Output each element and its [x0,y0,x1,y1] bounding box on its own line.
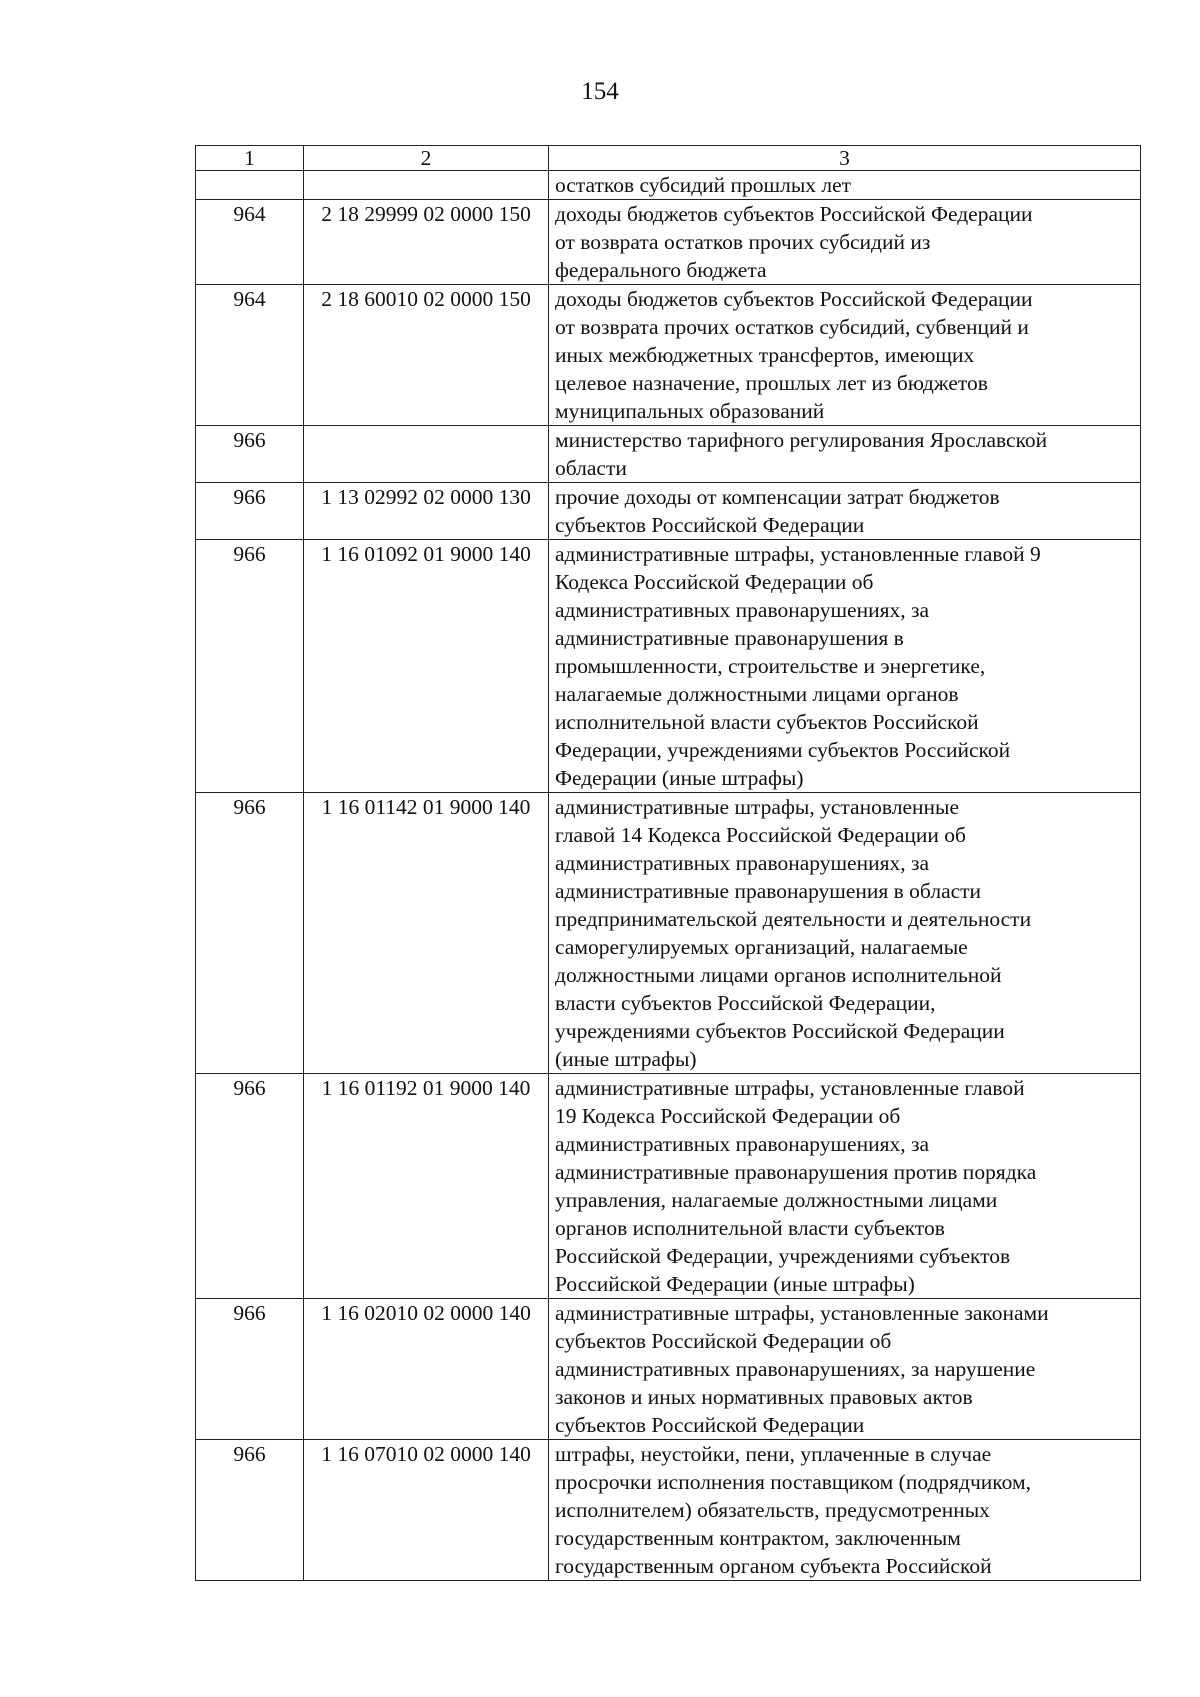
income-name-line: субъектов Российской Федерации об [555,1329,892,1353]
income-name-line: должностными лицами органов исполнительной [555,963,1002,987]
income-name-line: административные штрафы, установленные главой [555,1076,1025,1100]
income-name-line: федерального бюджета [555,258,767,282]
income-name-line: Российской Федерации (иные штрафы) [555,1272,915,1296]
income-name-cell [549,1074,1141,1299]
income-name-line: административные правонарушения в [555,626,904,650]
admin-code-cell: 964 [196,200,304,285]
income-name-line: государственным органом субъекта Российской [555,1554,992,1578]
income-name-line: саморегулируемых организаций, налагаемые [555,935,968,959]
income-name-line: исполнительной власти субъектов Российской [555,710,979,734]
income-name-line: административные штрафы, установленные [555,795,959,819]
budget-code-cell: 1 16 01142 01 9000 140 [304,793,549,1074]
income-name-line: предпринимательской деятельности и деятельности [555,907,1032,931]
income-name-line: субъектов Российской Федерации [555,513,865,537]
income-name-line: области [555,456,627,480]
income-name-line: управления, налагаемые должностными лицами [555,1188,998,1212]
income-name-line: от возврата прочих остатков субсидий, субвенций и [555,315,1029,339]
table-row [196,1074,1141,1299]
admin-code-cell [196,171,304,200]
admin-code-cell: 966 [196,1074,304,1299]
income-name-cell [549,540,1141,793]
income-name-line: законов и иных нормативных правовых актов [555,1385,973,1409]
income-name-line: целевое назначение, прошлых лет из бюджетов [555,371,988,395]
income-name-line: иных межбюджетных трансфертов, имеющих [555,343,975,367]
income-name-line: штрафы, неустойки, пени, уплаченные в случае [555,1442,992,1466]
income-name-line: главой 14 Кодекса Российской Федерации об [555,823,966,847]
budget-code-cell: 1 16 07010 02 0000 140 [304,1440,549,1581]
income-name-line: административные правонарушения против порядка [555,1160,1037,1184]
admin-code-cell: 966 [196,793,304,1074]
header-col-1: 1 [196,146,304,171]
income-name-line: налагаемые должностными лицами органов [555,682,959,706]
income-name-line: Российской Федерации, учреждениями субъектов [555,1244,1011,1268]
table-row [196,793,1141,1074]
income-name-line: субъектов Российской Федерации [555,1413,865,1437]
income-name-line: административных правонарушениях, за [555,1132,930,1156]
table-row [196,483,1141,540]
budget-code-cell: 2 18 60010 02 0000 150 [304,285,549,426]
budget-code-cell: 2 18 29999 02 0000 150 [304,200,549,285]
table-row [196,1299,1141,1440]
admin-code-cell: 966 [196,1299,304,1440]
income-name-cell [549,793,1141,1074]
income-name-line: Федерации, учреждениями субъектов Российской [555,738,1011,762]
income-name-line: (иные штрафы) [555,1047,697,1071]
income-name-line: государственным контрактом, заключенным [555,1526,961,1550]
budget-code-cell [304,426,549,483]
income-name-cell [549,426,1141,483]
income-name-line: доходы бюджетов субъектов Российской Федерации [555,287,1033,311]
income-name-line: исполнителем) обязательств, предусмотренных [555,1498,990,1522]
budget-classification-table [195,145,1141,1581]
admin-code-cell: 966 [196,483,304,540]
income-name-line: административных правонарушениях, за [555,851,930,875]
income-name-line: 19 Кодекса Российской Федерации об [555,1104,901,1128]
income-name-cell [549,171,1141,200]
table-row [196,171,1141,200]
table-row [196,200,1141,285]
income-name-line: административных правонарушениях, за [555,598,930,622]
admin-code-cell: 966 [196,540,304,793]
budget-code-cell: 1 16 02010 02 0000 140 [304,1299,549,1440]
income-name-line: административные правонарушения в области [555,879,982,903]
income-name-line: министерство тарифного регулирования Ярославской [555,428,1048,452]
table-header-row [196,146,1141,171]
header-col-3: 3 [549,146,1141,171]
income-name-line: просрочки исполнения поставщиком (подрядчиком, [555,1470,1031,1494]
income-name-line: муниципальных образований [555,399,825,423]
page-number: 154 [581,78,619,105]
budget-code-cell: 1 16 01192 01 9000 140 [304,1074,549,1299]
income-name-cell [549,1299,1141,1440]
table-row [196,1440,1141,1581]
income-name-line: учреждениями субъектов Российской Федерации [555,1019,1005,1043]
income-name-line: Федерации (иные штрафы) [555,766,804,790]
admin-code-cell: 966 [196,1440,304,1581]
budget-code-cell: 1 16 01092 01 9000 140 [304,540,549,793]
income-name-cell [549,200,1141,285]
table-row [196,540,1141,793]
income-name-line: от возврата остатков прочих субсидий из [555,230,931,254]
income-name-line: доходы бюджетов субъектов Российской Федерации [555,202,1033,226]
header-col-2: 2 [304,146,549,171]
income-name-line: административные штрафы, установленные законами [555,1301,1049,1325]
income-name-line: прочие доходы от компенсации затрат бюджетов [555,485,1000,509]
admin-code-cell: 964 [196,285,304,426]
income-name-line: органов исполнительной власти субъектов [555,1216,945,1240]
table-row [196,285,1141,426]
income-name-line: административные штрафы, установленные главой 9 [555,542,1041,566]
budget-code-cell: 1 13 02992 02 0000 130 [304,483,549,540]
budget-code-cell [304,171,549,200]
income-name-line: Кодекса Российской Федерации об [555,570,874,594]
income-name-cell [549,1440,1141,1581]
income-name-cell [549,483,1141,540]
income-name-cell [549,285,1141,426]
income-name-line: власти субъектов Российской Федерации, [555,991,936,1015]
admin-code-cell: 966 [196,426,304,483]
income-name-line: промышленности, строительстве и энергетике, [555,654,986,678]
income-name-line: остатков субсидий прошлых лет [555,173,852,197]
table-row [196,426,1141,483]
income-name-line: административных правонарушениях, за нарушение [555,1357,1036,1381]
